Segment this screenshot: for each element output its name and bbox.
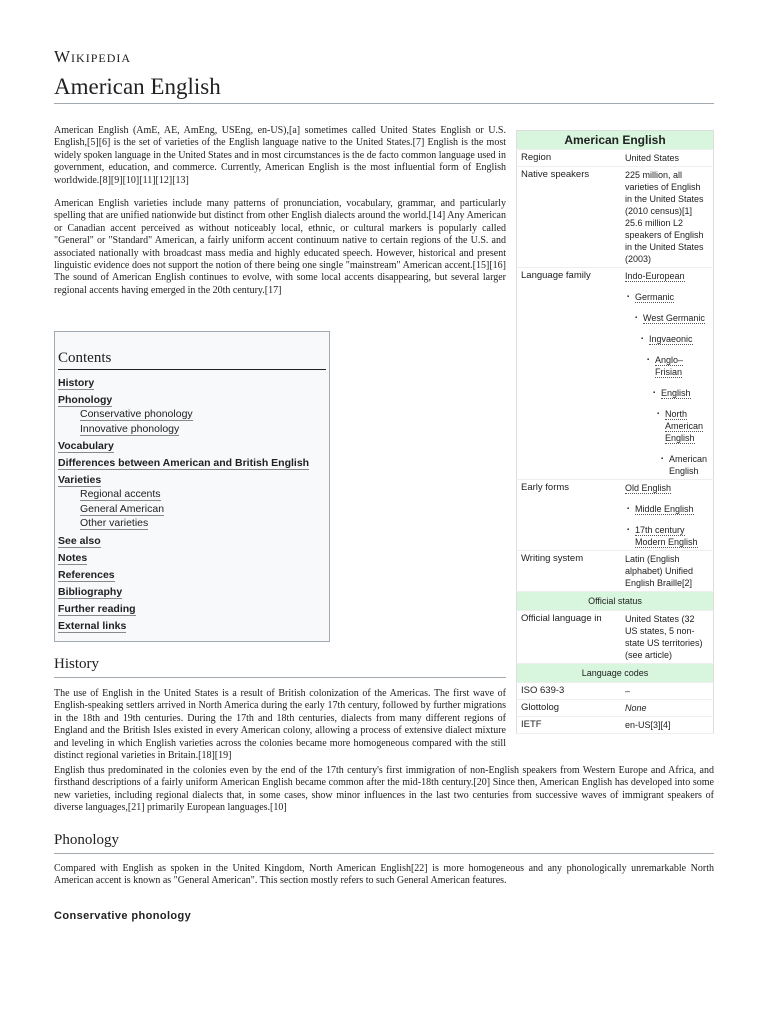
infobox-header-official-status: Official status [517, 592, 714, 611]
lead-section [54, 125, 506, 308]
infobox-row-early-forms [517, 480, 714, 551]
infobox-value: en-US[3][4] [621, 717, 714, 734]
infobox-caption: American English [517, 131, 714, 150]
infobox-row-glottolog [517, 700, 714, 717]
phonology-paragraph-1: Compared with English as spoken in the United Kingdom, North American English[22] is more homogeneous and any phonologically unremarkable North American accent is known as "General American". This section mostly refers to such General American features. [54, 863, 714, 887]
infobox-value[interactable]: Latin (English alphabet) Unified English Braille[2] [621, 551, 714, 592]
toc-item-general-american[interactable]: General American [80, 502, 165, 515]
infobox-label: Official language in [517, 611, 622, 664]
infobox-value [621, 268, 714, 480]
language-infobox [516, 130, 714, 734]
infobox-row-ietf [517, 717, 714, 734]
phonology-divider [54, 853, 714, 854]
history-heading: History [54, 656, 99, 672]
infobox-value [621, 480, 714, 551]
infobox-header-language-codes: Language codes [517, 664, 714, 683]
early-modern-english[interactable]: ▪ 17th century Modern English [627, 524, 709, 548]
family-tree [625, 291, 709, 477]
infobox-row-language-family [517, 268, 714, 480]
family-anglo-frisian[interactable]: ▪ Anglo–Frisian [647, 354, 709, 378]
toc-list [58, 376, 329, 633]
toc-item-references[interactable]: References [58, 568, 115, 581]
toc-item-phonology[interactable]: Phonology [58, 394, 113, 406]
early-old-english[interactable]: Old English [625, 483, 672, 493]
infobox-label: Early forms [517, 480, 622, 551]
family-north-american-english[interactable]: ▪ North American English [657, 408, 709, 444]
infobox-label: Region [517, 150, 622, 167]
toc-item-vocabulary[interactable]: Vocabulary [58, 440, 114, 452]
page-title: American English [54, 74, 221, 99]
infobox-label: Writing system [517, 551, 622, 592]
infobox-label[interactable]: IETF [517, 717, 622, 734]
conservative-phonology-heading: Conservative phonology [54, 910, 192, 922]
infobox-label[interactable]: ISO 639-3 [517, 683, 622, 700]
toc-item-innovative-phonology[interactable]: Innovative phonology [80, 422, 180, 435]
early-forms-tree [625, 503, 709, 548]
history-divider [54, 677, 506, 678]
toc-item-notes[interactable]: Notes [58, 551, 88, 564]
native-speakers-l2[interactable]: 25.6 million L2 speakers of English in the United States (2003) [625, 218, 704, 264]
toc-item-regional-accents[interactable]: Regional accents [80, 488, 161, 500]
family-ingvaeonic[interactable]: ▪ Ingvaeonic [641, 333, 709, 345]
infobox-label[interactable]: Glottolog [517, 700, 622, 717]
infobox-value: None [621, 700, 714, 717]
infobox-row-official-language [517, 611, 714, 664]
infobox-label: Native speakers [517, 167, 622, 268]
toc-item-external-links[interactable]: External links [58, 619, 127, 632]
toc-item-conservative-phonology[interactable]: Conservative phonology [80, 408, 193, 420]
toc-item-differences[interactable]: Differences between American and British English [58, 457, 310, 469]
infobox-value: United States [621, 150, 714, 167]
infobox-row-native-speakers [517, 167, 714, 268]
phonology-heading: Phonology [54, 832, 120, 848]
infobox-value [621, 167, 714, 268]
family-germanic[interactable]: ▪ Germanic [627, 291, 709, 303]
native-speakers-l1: 225 million, all varieties of English in the United States (2010 census)[1] [625, 170, 704, 216]
infobox-row-writing-system [517, 551, 714, 592]
early-middle-english[interactable]: ▪ Middle English [627, 503, 709, 515]
infobox-value[interactable]: United States (32 US states, 5 non-state US territories) (see article) [621, 611, 714, 664]
toc-item-bibliography[interactable]: Bibliography [58, 585, 123, 598]
lead-paragraph-2: American English varieties include many patterns of pronunciation, vocabulary, grammar, and particularly spelling that are unified nationwide but distinct from other English dialects around the world.[14] Any American or Canadian accent perceived as without noticeably local, ethnic, or cultural markers is popularly called "General" or "Standard" American, a fairly uniform accent continuum native to certain regions of the U.S. and associated nationally with broadcast mass media and highly educated speech. However, historical and present linguistic evidence does not support the notion of there being one single "mainstream" American accent.[15][16] The sound of American English continues to evolve, with some local accents disappearing, but several larger regional accents having emerged in the 20th century.[17] [54, 198, 506, 296]
wikipedia-wordmark[interactable]: Wikipedia [54, 47, 132, 66]
toc-heading: Contents [58, 350, 326, 370]
infobox-row-iso [517, 683, 714, 700]
history-paragraph-1: The use of English in the United States is a result of British colonization of the Americas. The first wave of English-speaking settlers arrived in North America during the early 17th century, followed by further migrations in the 18th and 19th centuries. During the 17th and 18th centuries, dialects from many different regions of England and the British Isles existed in every American colony, allowing a process of extensive dialect mixture and leveling in which English varieties across the colonies became more homogeneous compared with the still distinct regional varieties in Britain.[18][19] [54, 688, 506, 762]
toc-item-history[interactable]: History [58, 377, 95, 389]
infobox-value: – [621, 683, 714, 700]
toc-item-other-varieties[interactable]: Other varieties [80, 517, 149, 529]
family-english[interactable]: ▪ English [653, 387, 709, 399]
title-divider [54, 103, 714, 104]
infobox-row-region [517, 150, 714, 167]
family-american-english: ▪ American English [661, 453, 709, 477]
toc-item-see-also[interactable]: See also [58, 534, 101, 547]
lead-paragraph-1: American English (AmE, AE, AmEng, USEng, en-US),[a] sometimes called United States English or U.S. English,[5][6] is the set of varieties of the English language native to the United States.[7] English is the most widely spoken language in the United States and in most circumstances is the de facto common language used in government, education, and commerce. Currently, American English is the most influential form of English worldwide.[8][9][10][11][12][13] [54, 125, 506, 186]
history-paragraph-2: English thus predominated in the colonies even by the end of the 17th century's first immigration of non-English speakers from Western Europe and Africa, and firsthand descriptions of a fairly uniform American English became common after the mid-18th century.[20] Since then, American English has developed into some new varieties, including regional dialects that, in some cases, show minor influences in the last two centuries from successive waves of immigrant speakers of diverse languages,[21] primarily European languages.[10] [54, 765, 714, 814]
family-west-germanic[interactable]: ▪ West Germanic [635, 312, 709, 324]
toc-item-further-reading[interactable]: Further reading [58, 602, 136, 615]
infobox-label: Language family [517, 268, 622, 480]
toc-item-varieties[interactable]: Varieties [58, 474, 102, 486]
family-indo-european[interactable]: Indo-European [625, 271, 685, 281]
table-of-contents [54, 331, 330, 642]
